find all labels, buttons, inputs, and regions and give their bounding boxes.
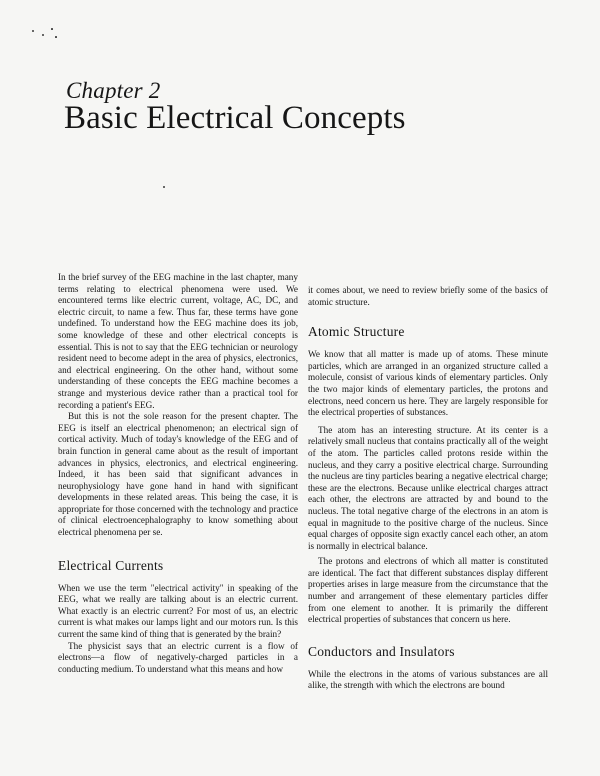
scan-speck <box>42 34 44 36</box>
left-column <box>58 272 298 675</box>
right-column <box>308 285 548 692</box>
body-paragraph: When we use the term "electrical activity" in speaking of the EEG, what we really are talking about is an electric current. What exactly is an electric current? For most of us, an electric current is what makes our lamps light and our motors run. Is this current the same kind of thing that is generated by the brain? <box>58 582 298 640</box>
body-paragraph: While the electrons in the atoms of various substances are all alike, the strength with which the electrons are bound <box>308 668 548 691</box>
body-paragraph: The physicist says that an electric current is a flow of electrons—a flow of negatively-charged particles in a conducting medium. To understand what this means and how <box>58 640 298 674</box>
section-heading-atomic-structure: Atomic Structure <box>308 324 405 340</box>
intro-paragraph: In the brief survey of the EEG machine in the last chapter, many terms relating to electrical phenomena were used. We encountered terms like electric current, voltage, AC, DC, and electric circuit, to name a few. Thus far, these terms have gone undefined. To understand how the EEG machine does its job, some knowledge of these and other electrical concepts is essential. This is not to say that the EEG technician or neurology resident need to become adept in the area of physics, electronics, and electrical engineering. On the other hand, without some understanding of these concepts the EEG machine becomes a strange and mysterious device rather than a practical tool for recording a patient's EEG. <box>58 272 298 410</box>
scan-speck <box>51 28 53 30</box>
chapter-title: Basic Electrical Concepts <box>64 100 406 136</box>
section-heading-conductors-insulators: Conductors and Insulators <box>308 643 455 659</box>
body-paragraph: The protons and electrons of which all matter is constituted are identical. The fact that different substances display different properties arises in large measure from the circumstance that the number and arrangement of these elementary particles differ from one element to another. It is primarily the different electrical properties of substances that concern us here. <box>308 556 548 625</box>
body-paragraph: We know that all matter is made up of atoms. These minute particles, which are arranged in an organized structure called a molecule, consist of various kinds of elementary particles. Only the two major kinds of elementary particles, the protons and electrons, need concern us here. They are largely responsible for the electrical properties of substances. <box>308 349 548 418</box>
scan-speck <box>55 36 57 38</box>
continuation-paragraph: it comes about, we need to review briefly some of the basics of atomic structure. <box>308 285 548 307</box>
chapter-label: Chapter 2 <box>66 78 161 103</box>
scan-speck <box>32 30 34 32</box>
body-paragraph: The atom has an interesting structure. At its center is a relatively small nucleus that contains practically all of the weight of the atom. The particles called protons reside within the nucleus, and they carry a positive electrical charge. Surrounding the nucleus are tiny particles bearing a negative electrical charge; these are the electrons. Because unlike electrical charges attract each other, the electrons are attracted by and bound to the nucleus. The total negative charge of the electrons in an atom is equal in magnitude to the positive charge of the nucleus. Since equal charges of opposite sign exactly cancel each other, an atom is normally in electrical balance. <box>308 424 548 551</box>
section-heading-electrical-currents: Electrical Currents <box>58 557 164 573</box>
intro-paragraph: But this is not the sole reason for the present chapter. The EEG is itself an electrical phenomenon; an electrical sign of cortical activity. Much of today's knowledge of the EEG and of brain function in general came about as the result of important advances in physics, electronics, and electrical engineering. Indeed, it has been said that significant advances in neurophysiology have gone hand in hand with significant developments in these related areas. This being the case, it is appropriate for those concerned with the technology and practice of clinical electroencephalography to know something about electrical phenomena per se. <box>58 411 298 538</box>
scan-speck <box>163 186 165 188</box>
